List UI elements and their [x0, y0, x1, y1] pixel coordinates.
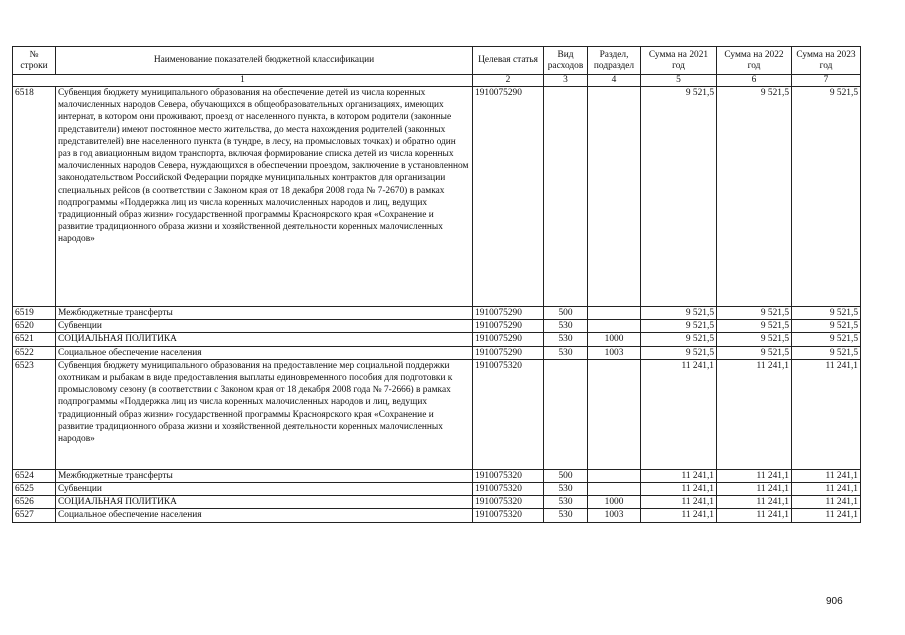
- row-name: Межбюджетные трансферты: [56, 307, 473, 320]
- row-sum-2021: 9 521,5: [641, 333, 717, 346]
- header-section: Раздел, подраздел: [588, 47, 641, 75]
- row-sum-2022: 11 241,1: [717, 483, 792, 496]
- row-expense-type: 500: [544, 469, 588, 482]
- row-sum-2022: 9 521,5: [717, 346, 792, 359]
- row-section: [588, 359, 641, 469]
- row-expense-type: 500: [544, 307, 588, 320]
- row-name: Межбюджетные трансферты: [56, 469, 473, 482]
- row-sum-2023: 9 521,5: [792, 346, 861, 359]
- row-expense-type: [544, 359, 588, 469]
- row-number: 6525: [13, 483, 56, 496]
- row-expense-type: 530: [544, 333, 588, 346]
- row-section: 1003: [588, 509, 641, 522]
- row-number: 6520: [13, 320, 56, 333]
- row-target-article: 1910075320: [473, 509, 544, 522]
- row-section: 1000: [588, 496, 641, 509]
- row-sum-2023: 9 521,5: [792, 320, 861, 333]
- row-sum-2023: 11 241,1: [792, 509, 861, 522]
- row-target-article: 1910075290: [473, 307, 544, 320]
- row-number: 6521: [13, 333, 56, 346]
- column-number: 3: [544, 75, 588, 87]
- row-expense-type: 530: [544, 320, 588, 333]
- header-row: [13, 47, 861, 75]
- header-expense-type: Вид расходов: [544, 47, 588, 75]
- column-number-row: [13, 75, 861, 87]
- row-sum-2023: 11 241,1: [792, 359, 861, 469]
- row-name: СОЦИАЛЬНАЯ ПОЛИТИКА: [56, 496, 473, 509]
- page-number: 906: [826, 596, 843, 607]
- row-sum-2023: 11 241,1: [792, 483, 861, 496]
- row-sum-2022: 11 241,1: [717, 496, 792, 509]
- row-expense-type: 530: [544, 483, 588, 496]
- row-section: 1000: [588, 333, 641, 346]
- row-number: 6522: [13, 346, 56, 359]
- column-number: 6: [717, 75, 792, 87]
- row-sum-2023: 11 241,1: [792, 469, 861, 482]
- header-name: Наименование показателей бюджетной классификации: [56, 47, 473, 75]
- row-sum-2021: 11 241,1: [641, 359, 717, 469]
- row-sum-2021: 9 521,5: [641, 346, 717, 359]
- row-sum-2021: 9 521,5: [641, 87, 717, 307]
- row-number: 6524: [13, 469, 56, 482]
- row-sum-2022: 9 521,5: [717, 307, 792, 320]
- table-row: [13, 509, 861, 522]
- header-sum-2021: Сумма на 2021 год: [641, 47, 717, 75]
- column-number: 5: [641, 75, 717, 87]
- row-section: [588, 469, 641, 482]
- column-number: 1: [13, 75, 473, 87]
- table-row: [13, 87, 861, 307]
- table-row: [13, 483, 861, 496]
- row-target-article: 1910075320: [473, 483, 544, 496]
- table-row: [13, 469, 861, 482]
- table-row: [13, 359, 861, 469]
- row-section: [588, 307, 641, 320]
- row-sum-2022: 9 521,5: [717, 333, 792, 346]
- row-section: 1003: [588, 346, 641, 359]
- budget-table: [12, 46, 861, 523]
- row-target-article: 1910075320: [473, 469, 544, 482]
- table-row: [13, 320, 861, 333]
- row-name: Субвенции: [56, 483, 473, 496]
- row-number: 6523: [13, 359, 56, 469]
- header-sum-2023: Сумма на 2023 год: [792, 47, 861, 75]
- row-number: 6526: [13, 496, 56, 509]
- row-section: [588, 483, 641, 496]
- row-number: 6527: [13, 509, 56, 522]
- header-target-article: Целевая статья: [473, 47, 544, 75]
- row-name: СОЦИАЛЬНАЯ ПОЛИТИКА: [56, 333, 473, 346]
- row-sum-2021: 11 241,1: [641, 496, 717, 509]
- column-number: 7: [792, 75, 861, 87]
- header-row-number: № строки: [13, 47, 56, 75]
- row-sum-2023: 11 241,1: [792, 496, 861, 509]
- row-expense-type: [544, 87, 588, 307]
- row-sum-2021: 11 241,1: [641, 509, 717, 522]
- table-row: [13, 333, 861, 346]
- column-number: 4: [588, 75, 641, 87]
- row-target-article: 1910075290: [473, 333, 544, 346]
- row-sum-2023: 9 521,5: [792, 333, 861, 346]
- row-expense-type: 530: [544, 496, 588, 509]
- row-target-article: 1910075290: [473, 320, 544, 333]
- row-name: Субвенция бюджету муниципального образования на обеспечение детей из числа коренных малочисленных народов Севера, обучающихся в общеобразовательных организациях, имеющих интернат, в котором они проживают, проезд от населенного пункта, в котором родители (законные представители) имеют постоянное место жительства, до места нахождения родителей (законных представителей) вне населенного пункта (в тундре, в лесу, на промысловых точках) и обратно один раз в год авиационным видом транспорта, включая формирование списка детей из числа коренных малочисленных народов Севера, нуждающихся в обеспечении проездом, заключение в установленном законодательством Российской Федерации порядке муниципальных контрактов для организации специальных рейсов (в соответствии с Законом края от 18 декабря 2008 года № 7-2670) в рамках подпрограммы «Поддержка лиц из числа коренных малочисленных народов и лиц, ведущих традиционный образ жизни» государственной программы Красноярского края «Сохранение и развитие традиционного образа жизни и хозяйственной деятельности коренных малочисленных народов»: [56, 87, 473, 307]
- row-expense-type: 530: [544, 509, 588, 522]
- row-section: [588, 87, 641, 307]
- row-number: 6518: [13, 87, 56, 307]
- row-name: Социальное обеспечение населения: [56, 346, 473, 359]
- row-sum-2023: 9 521,5: [792, 307, 861, 320]
- column-number: 2: [473, 75, 544, 87]
- row-target-article: 1910075290: [473, 87, 544, 307]
- table-row: [13, 307, 861, 320]
- row-expense-type: 530: [544, 346, 588, 359]
- row-sum-2022: 11 241,1: [717, 359, 792, 469]
- row-sum-2022: 9 521,5: [717, 87, 792, 307]
- row-sum-2021: 11 241,1: [641, 469, 717, 482]
- row-section: [588, 320, 641, 333]
- row-sum-2022: 11 241,1: [717, 509, 792, 522]
- row-name: Социальное обеспечение населения: [56, 509, 473, 522]
- row-target-article: 1910075320: [473, 359, 544, 469]
- table-row: [13, 496, 861, 509]
- row-sum-2022: 9 521,5: [717, 320, 792, 333]
- table-row: [13, 346, 861, 359]
- row-sum-2021: 9 521,5: [641, 320, 717, 333]
- row-name: Субвенция бюджету муниципального образования на предоставление мер социальной поддержки охотникам и рыбакам в виде предоставления выплаты единовременного пособия для подготовки к промысловому сезону (в соответствии с Законом края от 18 декабря 2008 года № 7-2666) в рамках подпрограммы «Поддержка лиц из числа коренных малочисленных народов и лиц, ведущих традиционный образ жизни» государственной программы Красноярского края «Сохранение и развитие традиционного образа жизни и хозяйственной деятельности коренных малочисленных народов»: [56, 359, 473, 469]
- row-sum-2022: 11 241,1: [717, 469, 792, 482]
- row-target-article: 1910075290: [473, 346, 544, 359]
- row-sum-2021: 11 241,1: [641, 483, 717, 496]
- row-sum-2021: 9 521,5: [641, 307, 717, 320]
- header-sum-2022: Сумма на 2022 год: [717, 47, 792, 75]
- row-name: Субвенции: [56, 320, 473, 333]
- row-sum-2023: 9 521,5: [792, 87, 861, 307]
- row-target-article: 1910075320: [473, 496, 544, 509]
- row-number: 6519: [13, 307, 56, 320]
